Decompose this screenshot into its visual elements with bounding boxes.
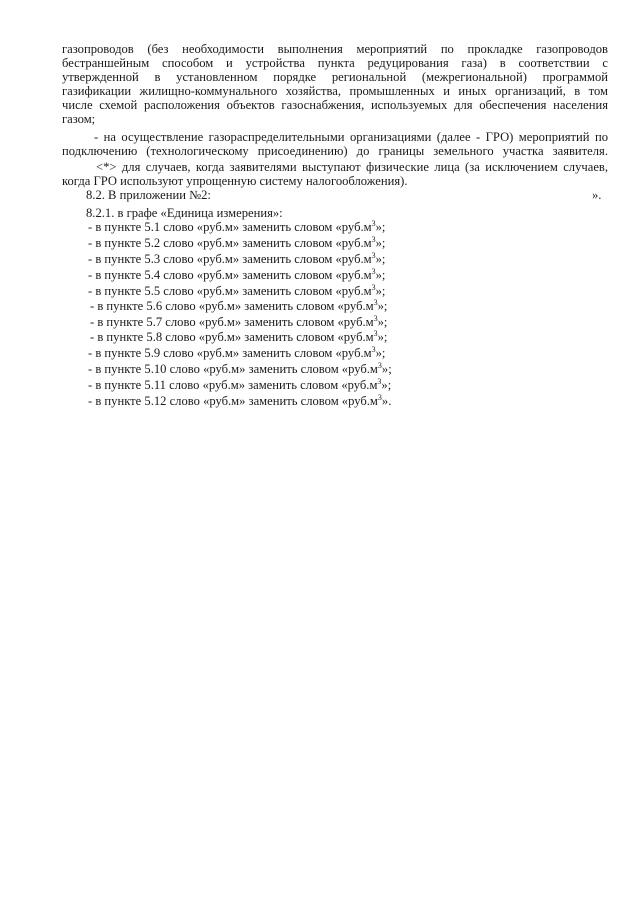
list-item: - в пункте 5.9 слово «руб.м» заменить словом «$руб.м^3$»; [88, 345, 386, 360]
paragraph-line: числе схемой расположения объектов газоснабжения, используемых для обеспечения населения [62, 98, 608, 112]
list-item: - в пункте 5.4 слово «руб.м» заменить словом «$руб.м^3$»; [88, 267, 386, 282]
list-item: - в пункте 5.5 слово «руб.м» заменить словом «$руб.м^3$»; [88, 283, 386, 298]
list-item: - в пункте 5.3 слово «руб.м» заменить словом «$руб.м^3$»; [88, 251, 386, 266]
paragraph-line: газопроводов (без необходимости выполнения мероприятий по прокладке газопроводов [62, 42, 608, 56]
paragraph-line: подключению (технологическому присоединению) до границы земельного участка заявителя. [62, 144, 608, 158]
list-item: - в пункте 5.10 слово «руб.м» заменить словом «$руб.м^3$»; [88, 361, 392, 376]
paragraph-line: утвержденной в установленном порядке региональной (межрегиональной) программой [62, 70, 608, 84]
paragraph-line: - на осуществление газораспределительными организациями (далее - ГРО) мероприятий по [94, 130, 608, 144]
subsection-heading: 8.2.1. в графе «Единица измерения»: [86, 206, 283, 220]
paragraph-line: газом; [62, 112, 96, 126]
list-item: - в пункте 5.6 слово «руб.м» заменить словом «$руб.м^3$»; [90, 298, 388, 313]
list-item: - в пункте 5.11 слово «руб.м» заменить словом «$руб.м^3$»; [88, 377, 392, 392]
list-item: - в пункте 5.1 слово «руб.м» заменить словом «$руб.м^3$»; [88, 219, 386, 234]
section-heading: 8.2. В приложении №2: [86, 188, 211, 202]
list-item: - в пункте 5.2 слово «руб.м» заменить словом «$руб.м^3$»; [88, 235, 386, 250]
list-item: - в пункте 5.7 слово «руб.м» заменить словом «$руб.м^3$»; [90, 314, 388, 329]
paragraph-line: бестраншейным способом и устройства пункта редуцирования газа) в соответствии с [62, 56, 608, 70]
footnote-line: <*> для случаев, когда заявителями выступают физические лица (за исключением случаев, [96, 160, 608, 174]
list-item: - в пункте 5.8 слово «руб.м» заменить словом «$руб.м^3$»; [90, 329, 388, 344]
paragraph-line: газификации жилищно-коммунального хозяйства, промышленных и иных организаций, в том [62, 84, 608, 98]
closing-quote: ». [592, 188, 602, 202]
list-item: - в пункте 5.12 слово «руб.м» заменить словом «$руб.м^3$». [88, 393, 392, 408]
footnote-line: когда ГРО используют упрощенную систему налогообложения). [62, 174, 408, 188]
